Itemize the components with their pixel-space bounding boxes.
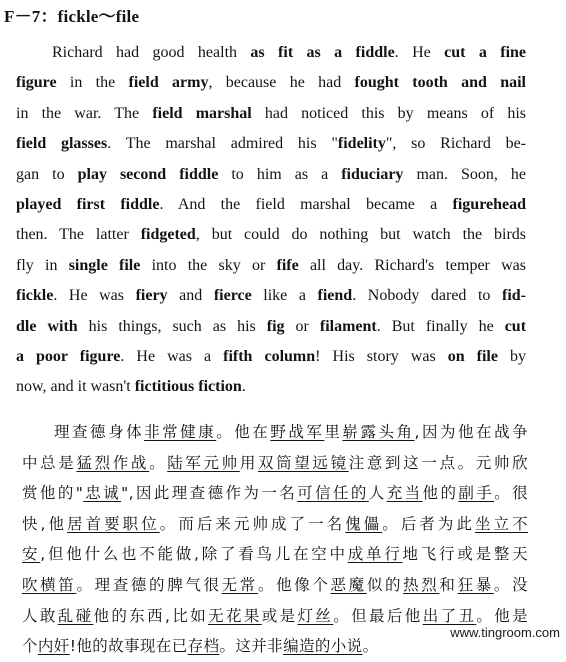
chinese-text: 快,他 (22, 514, 68, 533)
english-text: to him as a (218, 165, 342, 183)
english-text: all day. Richard's temper was (298, 256, 526, 274)
chinese-text: 。但最后他 (333, 606, 423, 625)
chinese-text: 人 (368, 484, 387, 503)
chinese-keyword: 忠诚 (83, 484, 122, 503)
english-text: by (497, 347, 526, 365)
page-heading: F－7：fickle～file (4, 7, 140, 26)
chinese-line (22, 509, 528, 540)
english-text: fly in (16, 256, 69, 274)
chinese-keyword: 狂暴 (457, 575, 494, 594)
chinese-text: 。很 (494, 484, 528, 503)
english-line (16, 251, 526, 281)
english-text: like a (251, 287, 318, 305)
english-text: , because he had (208, 74, 355, 92)
english-text: his things, such as his (77, 317, 267, 335)
chinese-keyword: 非常健康 (144, 423, 217, 441)
english-keyword: field army (128, 74, 209, 92)
chinese-text: 。而后来元帅成了一名 (159, 514, 346, 533)
chinese-text: 中总是 (22, 453, 77, 472)
chinese-keyword: 陆军元帅 (167, 453, 240, 472)
chinese-keyword: 野战军 (270, 423, 325, 441)
english-keyword: fidgeted (140, 226, 196, 244)
english-keyword: fickle (16, 287, 54, 305)
english-keyword: fiend (317, 287, 353, 305)
english-text: . He was (53, 287, 136, 305)
chinese-keyword: 猛烈作战 (76, 453, 150, 472)
english-keyword: fidelity (337, 135, 386, 153)
chinese-keyword: 崭露头角 (342, 423, 415, 441)
english-keyword: fictitious fiction (134, 378, 242, 396)
chinese-text: ",因此理查德作为一名 (121, 484, 298, 503)
english-line (16, 160, 526, 190)
chinese-text: ,但他什么也不能做,除了看鸟儿在空中 (40, 545, 348, 564)
chinese-text: 理查德身体 (54, 423, 145, 441)
english-line (16, 38, 526, 68)
english-text: . The marshal admired his " (107, 135, 338, 153)
english-text: . And the field marshal became a (159, 195, 453, 213)
english-text: then. The latter (16, 226, 141, 244)
chinese-keyword: 小说 (330, 637, 363, 656)
chinese-text: 他的 (422, 484, 459, 503)
english-keyword: filament (319, 317, 377, 335)
english-keyword: a poor figure (16, 347, 121, 365)
english-keyword: single file (68, 256, 141, 274)
english-passage (16, 38, 526, 403)
english-keyword: fierce (213, 287, 252, 305)
chinese-keyword: 恶魔 (330, 575, 367, 594)
chinese-keyword: 可信任的 (297, 484, 369, 503)
english-keyword: fought tooth and nail (354, 74, 526, 92)
english-text: . (241, 378, 246, 396)
english-text: now, and it wasn't (16, 378, 135, 396)
english-keyword: fiery (135, 287, 168, 305)
english-line (16, 312, 526, 342)
chinese-keyword: 成单行 (347, 545, 403, 564)
chinese-keyword: 安 (22, 545, 41, 564)
chinese-text: 。他像个 (257, 575, 331, 594)
chinese-text: 。理查德的脾气很 (76, 575, 222, 594)
chinese-text: 赏他的" (22, 484, 84, 503)
english-keyword: dle with (16, 317, 78, 335)
chinese-text: 用 (239, 453, 258, 472)
chinese-text: 他的东西,比如 (93, 606, 209, 625)
english-text: ! His story was (315, 347, 448, 365)
english-text: in the (56, 74, 129, 92)
english-text: and (167, 287, 214, 305)
english-text: . He was a (120, 347, 224, 365)
chinese-keyword: 傀儡 (345, 514, 383, 533)
site-watermark: www.tingroom.com (450, 625, 560, 640)
chinese-keyword: 居首要职位 (67, 514, 160, 533)
chinese-text: 。 (149, 453, 168, 472)
chinese-line (22, 448, 528, 479)
english-keyword: figurehead (452, 195, 527, 213)
chinese-text: 似的 (366, 575, 404, 594)
english-keyword: fig (266, 317, 285, 335)
english-text: had noticed this by means of his (251, 104, 527, 122)
chinese-text: 或是 (261, 606, 298, 625)
english-text: . But finally he (376, 317, 505, 335)
chinese-text: 地飞行或是整天 (402, 545, 528, 564)
english-text: ", so Richard be- (385, 135, 527, 153)
chinese-text: 。他是 (476, 606, 528, 625)
english-keyword: field glasses (16, 135, 108, 153)
chinese-keyword: 存档 (187, 637, 220, 656)
english-line (16, 68, 526, 98)
english-line (16, 281, 526, 311)
english-line (16, 342, 526, 372)
english-text: into the sky or (140, 256, 277, 274)
chinese-text: 里 (324, 423, 343, 441)
chinese-text: 注意到这一点。元帅欣 (348, 453, 528, 472)
english-text: or (284, 317, 320, 335)
chinese-text: 个 (22, 637, 38, 656)
english-text: man. Soon, he (403, 165, 527, 183)
chinese-line (22, 417, 528, 448)
chinese-keyword: 无常 (221, 575, 258, 594)
chinese-text: 。他在 (216, 423, 271, 441)
english-keyword: play second fiddle (77, 165, 219, 183)
english-keyword: cut a fine (444, 44, 527, 61)
chinese-keyword: 吹横笛 (22, 575, 77, 594)
chinese-line (22, 539, 528, 570)
chinese-line (22, 570, 528, 601)
english-keyword: played first fiddle (16, 195, 160, 213)
english-keyword: cut (504, 317, 527, 335)
chinese-text: 。没 (493, 575, 528, 594)
english-keyword: fife (276, 256, 299, 274)
english-text: Richard had good health (52, 44, 251, 61)
chinese-text: 。这并非 (219, 637, 284, 656)
english-text: . Nobody dared to (352, 287, 502, 305)
english-keyword: figure (16, 74, 57, 92)
chinese-keyword: 内奸 (37, 637, 70, 656)
chinese-text: 。后者为此 (382, 514, 476, 533)
english-keyword: field marshal (152, 104, 252, 122)
chinese-text: ,因为他在战争 (414, 423, 529, 441)
chinese-keyword: 双筒望远镜 (257, 453, 349, 472)
english-line (16, 372, 526, 402)
chinese-keyword: 坐立不 (475, 514, 528, 533)
english-keyword: fifth column (223, 347, 316, 365)
chinese-keyword: 编造的 (283, 637, 331, 656)
english-keyword: fiduciary (341, 165, 404, 183)
english-line (16, 190, 526, 220)
english-text: in the war. The (16, 104, 153, 122)
chinese-keyword: 灯丝 (297, 606, 334, 625)
english-line (16, 99, 526, 129)
english-text: gan to (16, 165, 78, 183)
english-line (16, 220, 526, 250)
chinese-keyword: 热烈 (403, 575, 440, 594)
chinese-text: 和 (439, 575, 458, 594)
english-text: . He (394, 44, 445, 61)
english-line (16, 129, 526, 159)
chinese-keyword: 充当 (386, 484, 423, 503)
chinese-text: !他的故事现在已 (69, 637, 188, 656)
chinese-text: 。 (362, 637, 379, 656)
chinese-keyword: 无花果 (208, 606, 262, 625)
chinese-keyword: 乱碰 (57, 606, 94, 625)
english-text: , but could do nothing but watch the birds (195, 226, 527, 244)
english-keyword: as fit as a fiddle (250, 44, 395, 61)
chinese-text: 人敢 (22, 606, 58, 625)
chinese-keyword: 副手 (458, 484, 495, 503)
chinese-keyword: 出了丑 (422, 606, 477, 625)
chinese-line (22, 478, 528, 509)
english-keyword: on file (447, 347, 498, 365)
english-keyword: fid- (502, 287, 526, 305)
